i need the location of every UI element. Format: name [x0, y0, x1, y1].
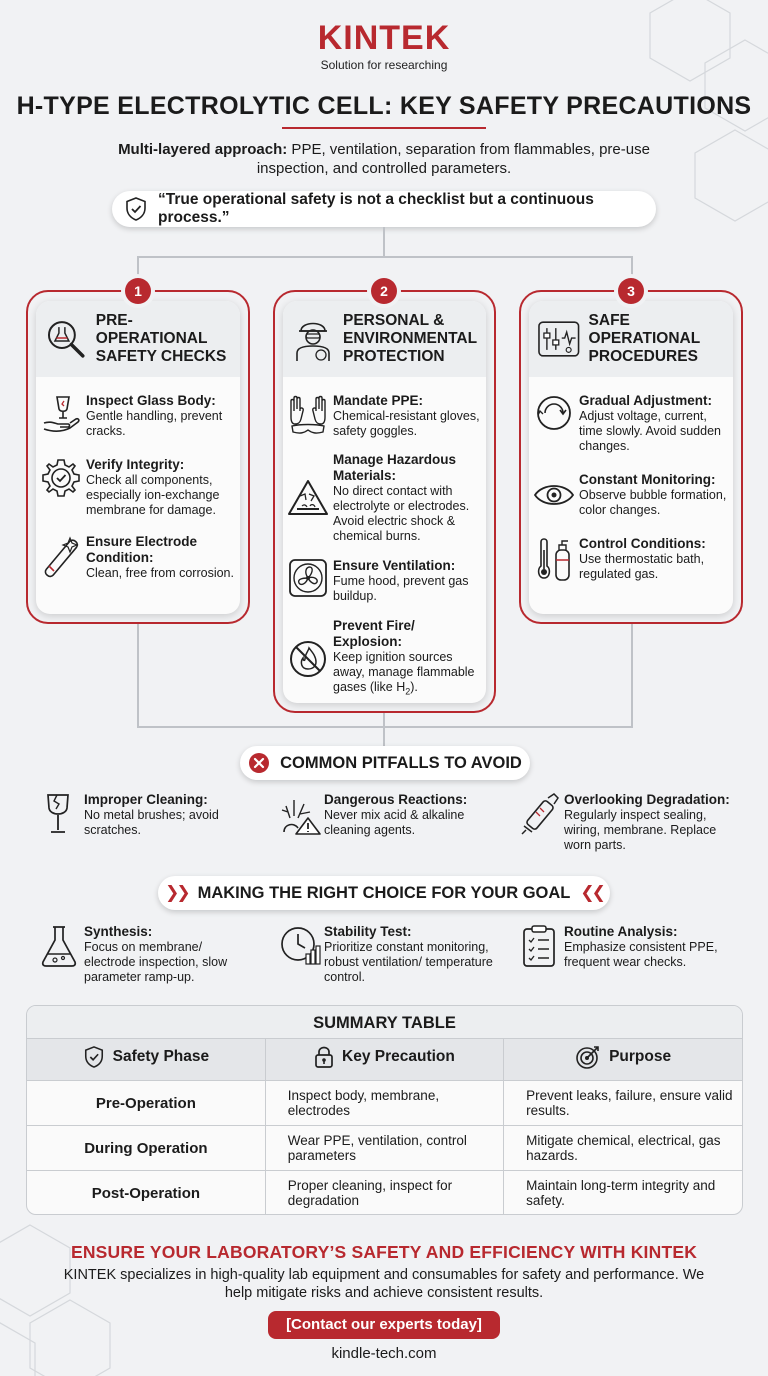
- step-badge-3: 3: [618, 278, 644, 304]
- choice-title: MAKING THE RIGHT CHOICE FOR YOUR GOAL: [197, 883, 571, 902]
- step-badge-2: 2: [371, 278, 397, 304]
- eye-icon: [533, 481, 575, 509]
- item-body: Observe bubble formation, color changes.: [579, 488, 727, 517]
- title-underline: [282, 127, 486, 129]
- item-heading: Improper Cleaning:: [84, 792, 208, 807]
- item-body: [333, 650, 483, 700]
- hand-glass-icon: [40, 393, 82, 435]
- control-panel-icon: [537, 318, 581, 360]
- item-body: Chemical-resistant gloves, safety goggles.: [333, 409, 480, 438]
- item-body: No direct contact with electrolyte or electrodes. Avoid electric shock & chemical burns.: [333, 484, 470, 543]
- item-body: Regularly inspect sealing, wiring, membrane. Replace worn parts.: [564, 808, 717, 852]
- item-heading: Ensure Ventilation:: [333, 558, 456, 573]
- item-text: [579, 393, 727, 454]
- connector-line: [383, 713, 385, 747]
- quote-pill: [112, 191, 656, 227]
- list-item: [280, 792, 520, 841]
- intro-text: [100, 140, 668, 178]
- item-text: [324, 792, 504, 841]
- gloves-goggles-icon: [286, 393, 330, 435]
- chevrons-right-icon: ❯❯: [165, 883, 188, 902]
- item-body-text: Keep ignition sources away, manage flammable gases (like H: [333, 650, 475, 694]
- item-body: Focus on membrane/ electrode inspection, slow parameter ramp-up.: [84, 940, 228, 984]
- clock-chart-icon: [280, 924, 322, 968]
- summary-table: [27, 1038, 742, 1215]
- item-heading: Gradual Adjustment:: [579, 393, 713, 408]
- item-body: Prioritize constant monitoring, robust ventilation/ temperature control.: [324, 940, 493, 984]
- item-body: Use thermostatic bath, regulated gas.: [579, 552, 705, 581]
- intro-lead: Multi-layered approach:: [118, 141, 288, 158]
- list-item: [520, 792, 760, 853]
- choice-list: [40, 924, 760, 994]
- connector-line: [137, 726, 633, 728]
- column-procedures-card: [529, 301, 733, 614]
- item-body: Fume hood, prevent gas buildup.: [333, 574, 469, 603]
- table-cell-precaution: Wear PPE, ventilation, control parameters: [265, 1126, 503, 1171]
- rotate-adjust-icon: [534, 393, 574, 433]
- intro-body: PPE, ventilation, separation from flammables, pre-use inspection, and controlled parameters.: [256, 141, 650, 177]
- list-item: [280, 924, 520, 985]
- item-text: [579, 536, 727, 582]
- column-protection-card: [283, 301, 486, 703]
- pitfalls-list: [40, 792, 760, 862]
- column-header: [529, 301, 733, 377]
- item-heading: Routine Analysis:: [564, 924, 678, 939]
- item-body: Emphasize consistent PPE, frequent wear checks.: [564, 940, 718, 969]
- item-heading: Mandate PPE:: [333, 393, 424, 408]
- x-circle-icon: [248, 752, 270, 774]
- table-row: [27, 1171, 742, 1216]
- item-heading: Dangerous Reactions:: [324, 792, 468, 807]
- column-header-label: Purpose: [609, 1048, 672, 1065]
- list-item: [283, 558, 486, 604]
- table-cell-purpose: Mitigate chemical, electrical, gas hazards.: [504, 1126, 742, 1171]
- brand-tagline: Solution for researching: [320, 58, 448, 72]
- item-heading: Inspect Glass Body:: [86, 393, 216, 408]
- magnifier-flask-icon: [44, 317, 88, 361]
- item-text: [333, 452, 483, 544]
- broken-glass-icon: [40, 792, 76, 836]
- connector-line: [631, 622, 633, 727]
- list-item: [283, 393, 486, 439]
- list-item: [529, 472, 733, 518]
- item-text: [564, 792, 744, 853]
- contact-experts-button[interactable]: [Contact our experts today]: [268, 1311, 500, 1339]
- item-text: [86, 393, 234, 439]
- worker-ppe-icon: [291, 315, 335, 363]
- column-pre-operational-card: [36, 301, 240, 614]
- worn-part-icon: [520, 792, 562, 836]
- column-header: [504, 1039, 742, 1081]
- column-header: [265, 1039, 503, 1081]
- table-cell-phase: Pre-Operation: [27, 1081, 265, 1126]
- cta-title: ENSURE YOUR LABORATORY’S SAFETY AND EFFICIENCY WITH KINTEK: [70, 1242, 698, 1262]
- column-header: [27, 1039, 265, 1081]
- item-text: [333, 393, 483, 439]
- list-item: [283, 618, 486, 700]
- item-text: [84, 924, 244, 985]
- reaction-hazard-icon: [280, 792, 322, 836]
- table-cell-purpose: Prevent leaks, failure, ensure valid results.: [504, 1081, 742, 1126]
- target-icon: [575, 1045, 601, 1069]
- list-item: [283, 452, 486, 544]
- table-row: [27, 1126, 742, 1171]
- quote-text: “True operational safety is not a checklist but a continuous process.”: [158, 191, 594, 226]
- column-title: SAFE OPERATIONAL PROCEDURES: [588, 312, 700, 365]
- item-body-tail: ).: [410, 680, 418, 694]
- list-item: [36, 534, 240, 581]
- table-header-row: [27, 1039, 742, 1081]
- connector-line: [137, 622, 139, 727]
- summary-table-panel: [26, 1005, 743, 1215]
- item-heading: Prevent Fire/ Explosion:: [333, 618, 415, 649]
- item-heading: Stability Test:: [324, 924, 412, 939]
- page-title: H-TYPE ELECTROLYTIC CELL: KEY SAFETY PRECAUTIONS: [16, 92, 752, 120]
- flask-icon: [40, 924, 78, 968]
- item-text: [333, 558, 483, 604]
- item-heading: Overlooking Degradation:: [564, 792, 730, 807]
- list-item: [36, 457, 240, 518]
- item-text: [564, 924, 744, 973]
- column-title: PRE-OPERATIONAL SAFETY CHECKS: [95, 312, 227, 365]
- choice-heading-pill: [158, 876, 610, 910]
- table-cell-purpose: Maintain long-term integrity and safety.: [504, 1171, 742, 1216]
- list-item: [40, 924, 270, 985]
- item-body: Clean, free from corrosion.: [86, 566, 234, 580]
- no-fire-icon: [288, 639, 328, 679]
- gear-check-icon: [40, 457, 82, 499]
- table-cell-phase: Post-Operation: [27, 1171, 265, 1216]
- pitfalls-heading-pill: [240, 746, 530, 780]
- item-text: [333, 618, 483, 700]
- column-header: [283, 301, 486, 377]
- list-item: [529, 536, 733, 582]
- table-cell-phase: During Operation: [27, 1126, 265, 1171]
- list-item: [40, 792, 260, 841]
- column-header: [36, 301, 240, 377]
- thermometer-gas-cylinder-icon: [533, 536, 575, 582]
- website-link[interactable]: kindle-tech.com: [331, 1345, 437, 1362]
- corrosive-warning-icon: [287, 478, 329, 518]
- cta-text: KINTEK specializes in high-quality lab equipment and consumables for safety and performance. We help mitigate risks and achieve consistent results.: [63, 1267, 705, 1301]
- column-title: PERSONAL & ENVIRONMENTAL PROTECTION: [343, 312, 477, 365]
- fan-ventilation-icon: [288, 558, 328, 598]
- item-text: [86, 457, 234, 518]
- step-badge-1: 1: [125, 278, 151, 304]
- item-heading: Ensure Electrode Condition:: [86, 534, 198, 565]
- clipboard-checklist-icon: [520, 924, 558, 968]
- pitfalls-title: COMMON PITFALLS TO AVOID: [280, 753, 522, 772]
- lock-icon: [314, 1045, 334, 1069]
- item-heading: Synthesis:: [84, 924, 153, 939]
- list-item: [36, 393, 240, 439]
- kintek-logo: KINTEK: [317, 19, 451, 57]
- item-body: Never mix acid & alkaline cleaning agents.: [324, 808, 465, 837]
- item-text: [84, 792, 244, 841]
- chevrons-left-icon: ❮❮: [580, 883, 603, 902]
- table-row: [27, 1081, 742, 1126]
- connector-line: [383, 227, 385, 257]
- list-item: [520, 924, 760, 973]
- subscript: 2: [405, 686, 411, 697]
- item-body: Gentle handling, prevent cracks.: [86, 409, 223, 438]
- column-header-label: Safety Phase: [112, 1048, 210, 1065]
- table-cell-precaution: Proper cleaning, inspect for degradation: [265, 1171, 503, 1216]
- item-heading: Manage Hazardous Materials:: [333, 452, 457, 483]
- shield-check-icon: [83, 1045, 105, 1069]
- table-cell-precaution: Inspect body, membrane, electrodes: [265, 1081, 503, 1126]
- item-heading: Control Conditions:: [579, 536, 706, 551]
- item-body: No metal brushes; avoid scratches.: [84, 808, 219, 837]
- shield-check-icon: [124, 196, 148, 222]
- column-header-label: Key Precaution: [342, 1048, 455, 1065]
- list-item: [529, 393, 733, 454]
- electrode-icon: [40, 534, 82, 580]
- connector-line: [137, 256, 633, 258]
- item-text: [86, 534, 234, 581]
- item-body: Adjust voltage, current, time slowly. Avoid sudden changes.: [579, 409, 721, 453]
- item-body: Check all components, especially ion-exchange membrane for damage.: [86, 473, 220, 517]
- item-heading: Constant Monitoring:: [579, 472, 716, 487]
- item-text: [324, 924, 504, 985]
- brand-header: [0, 20, 768, 72]
- item-heading: Verify Integrity:: [86, 457, 185, 472]
- item-text: [579, 472, 727, 518]
- summary-title: SUMMARY TABLE: [27, 1006, 742, 1038]
